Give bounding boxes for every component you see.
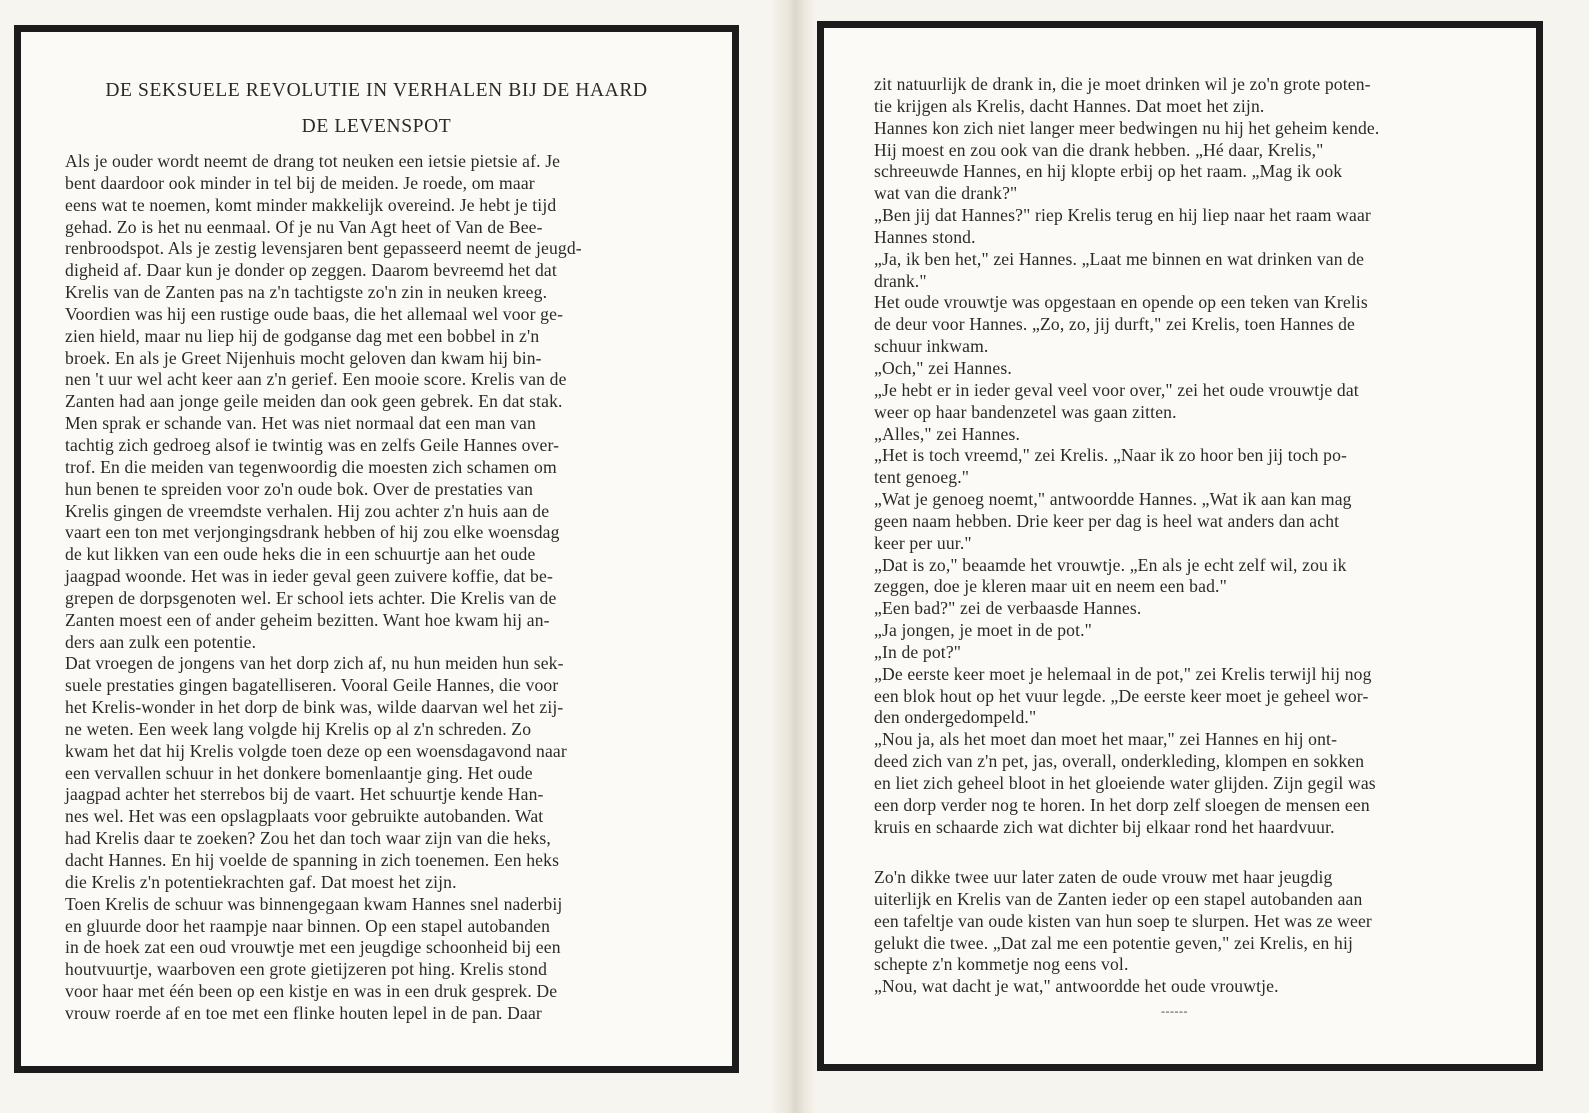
right-closing-text: Zo'n dikke twee uur later zaten de oude vrouw met haar jeugdig uiterlijk en Krelis van de Zanten ieder op een stapel autobanden aan een tafeltje van oude kisten van hun soep te slurpen. Het was ze weer gelukt die twee. „Dat zal me een potentie geven," zei Krelis, en hij schepte z'n kommetje nog eens vol. „Nou, wat dacht je wat," antwoordde het oude vrouwtje. bbox=[874, 867, 1372, 997]
story-title: DE SEKSUELE REVOLUTIE IN VERHALEN BIJ DE HAARD bbox=[105, 80, 648, 101]
left-page-frame bbox=[14, 25, 739, 1073]
left-page bbox=[0, 0, 792, 1113]
story-subtitle: DE LEVENSPOT bbox=[301, 116, 452, 137]
end-divider: ------ bbox=[1161, 1004, 1188, 1018]
left-body-text: Als je ouder wordt neemt de drang tot neuken een ietsie pietsie af. Je bent daardoor ook minder in tel bij de meiden. Je roede, om maar eens wat te noemen, komt minder makkelijk overeind. Je hebt je tijd gehad. Zo is het nu eenmaal. Of je nu Van Agt heet of Van de Bee- renbroodspot. Als je zestig levensjaren bent gepasseerd neemt de jeugd- digheid af. Daar kun je donder op zeggen. Daarom bevreemd het dat Krelis van de Zanten pas na z'n tachtigste zo'n zin in neuken kreeg. Voordien was hij een rustige oude baas, die het allemaal wel voor ge- zien hield, maar nu liep hij de godganse dag met een bobbel in z'n broek. En als je Greet Nijenhuis mocht geloven dan kwam hij bin- nen 't uur wel acht keer aan z'n gerief. Een mooie score. Krelis van de Zanten had aan jonge geile meiden dan ook geen gebrek. En dat stak. Men sprak er schande van. Het was niet normaal dat een man van tachtig zich gedroeg alsof ie twintig was en zelfs Geile Hannes over- trof. En die meiden van tegenwoordig die moesten zich schamen om hun benen te spreiden voor zo'n oude bok. Over de prestaties van Krelis gingen de vreemdste verhalen. Hij zou achter z'n huis aan de vaart een ton met verjongingsdrank hebben of hij zou elke woensdag de kut likken van een oude heks die in een schuurtje aan het oude jaagpad woonde. Het was in ieder geval geen zuivere koffie, dat be- grepen de dorpsgenoten wel. Er school iets achter. Die Krelis van de Zanten moest een of ander geheim bezitten. Want hoe kwam hij an- ders aan zulk een potentie. Dat vroegen de jongens van het dorp zich af, nu hun meiden hun sek- suele prestaties gingen bagatelliseren. Vooral Geile Hannes, die voor het Krelis-wonder in het dorp de bink was, wilde daarvan wel het zij- ne weten. Een week lang volgde hij Krelis op al z'n schreden. Zo kwam het dat hij Krelis volgde toen deze op een woensdagavond naar een vervallen schuur in het donkere bomenlaantje ging. Het oude jaagpad achter het sterrebos bij de vaart. Het schuurtje kende Han- nes wel. Het was een opslagplaats voor gebruikte autobanden. Wat had Krelis daar te zoeken? Zou het dan toch waar zijn van die heks, dacht Hannes. En hij voelde de spanning in zich toenemen. Een heks die Krelis z'n potentiekrachten gaf. Dat moest het zijn. Toen Krelis de schuur was binnengegaan kwam Hannes snel naderbij en gluurde door het raampje naar binnen. Op een stapel autobanden in de hoek zat een oud vrouwtje met een jeugdige schoonheid bij een houtvuurtje, waarboven een grote gietijzeren pot hing. Krelis stond voor haar met één been op een kistje en was in een druk gesprek. De vrouw roerde af en toe met een flinke houten lepel in de pan. Daar bbox=[65, 151, 582, 1023]
right-page-frame bbox=[817, 21, 1543, 1071]
right-body-text: zit natuurlijk de drank in, die je moet drinken wil je zo'n grote poten- tie krijgen als Krelis, dacht Hannes. Dat moet het zijn. Hannes kon zich niet langer meer bedwingen nu hij het geheim kende. Hij moest en zou ook van die drank hebben. „Hé daar, Krelis," schreeuwde Hannes, en hij klopte erbij op het raam. „Mag ik ook wat van die drank?" „Ben jij dat Hannes?" riep Krelis terug en hij liep naar het raam waar Hannes stond. „Ja, ik ben het," zei Hannes. „Laat me binnen en wat drinken van de drank." Het oude vrouwtje was opgestaan en opende op een teken van Krelis de deur voor Hannes. „Zo, zo, jij durft," zei Krelis, toen Hannes de schuur inkwam. „Och," zei Hannes. „Je hebt er in ieder geval veel voor over," zei het oude vrouwtje dat weer op haar bandenzetel was gaan zitten. „Alles," zei Hannes. „Het is toch vreemd," zei Krelis. „Naar ik zo hoor ben jij toch po- tent genoeg." „Wat je genoeg noemt," antwoordde Hannes. „Wat ik aan kan mag geen naam hebben. Drie keer per dag is heel wat anders dan acht keer per uur." „Dat is zo," beaamde het vrouwtje. „En als je echt zelf wil, zou ik zeggen, doe je kleren maar uit en neem een bad." „Een bad?" zei de verbaasde Hannes. „Ja jongen, je moet in de pot." „In de pot?" „De eerste keer moet je helemaal in de pot," zei Krelis terwijl hij nog een blok hout op het vuur legde. „De eerste keer moet je geheel wor- den ondergedompeld." „Nou ja, als het moet dan moet het maar," zei Hannes en hij ont- deed zich van z'n pet, jas, overall, onderkleding, klompen en sokken en liet zich geheel bloot in het gloeiende water glijden. Zijn gegil was een dorp verder nog te horen. In het dorp zelf sloegen de mensen een kruis en schaarde zich wat dichter bij elkaar rond het haardvuur. bbox=[874, 74, 1380, 837]
book-gutter bbox=[770, 0, 816, 1113]
